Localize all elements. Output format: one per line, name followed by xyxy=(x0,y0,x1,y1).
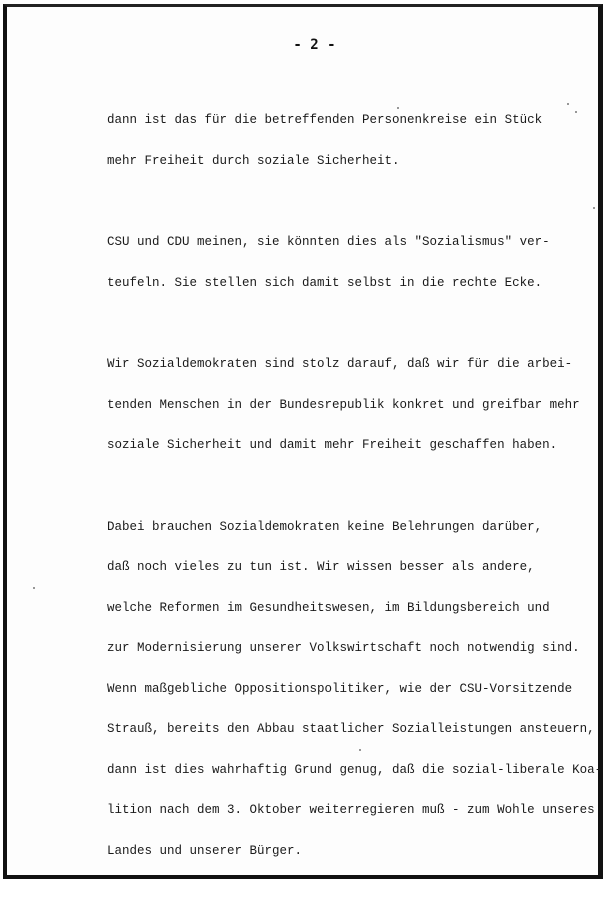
text-line: teufeln. Sie stellen sich damit selbst in die rechte Ecke. xyxy=(107,275,543,290)
text-line: dann ist das für die betreffenden Personenkreise ein Stück xyxy=(107,113,543,127)
paragraph-2 xyxy=(107,209,587,317)
text-line: tenden Menschen in der Bundesrepublik konkret und greifbar mehr xyxy=(107,397,580,412)
text-line: Strauß, bereits den Abbau staatlicher Sozialleistungen ansteuern, xyxy=(107,722,595,736)
paragraph-4 xyxy=(107,494,603,886)
scan-speck xyxy=(359,749,361,751)
text-line: soziale Sicherheit und damit mehr Freiheit geschaffen haben. xyxy=(107,438,558,452)
paragraph-3 xyxy=(107,331,587,480)
scan-speck xyxy=(397,107,399,109)
document-page xyxy=(3,4,603,879)
text-line: welche Reformen im Gesundheitswesen, im Bildungsbereich und xyxy=(107,600,550,615)
text-line: lition nach dem 3. Oktober weiterregieren muß - zum Wohle unseres xyxy=(107,803,595,817)
text-line: zur Modernisierung unserer Volkswirtschaft noch notwendig sind. xyxy=(107,641,580,655)
text-line: Wir Sozialdemokraten sind stolz darauf, daß wir für die arbei- xyxy=(107,357,573,371)
text-line: dann ist dies wahrhaftig Grund genug, daß die sozial-liberale Koa- xyxy=(107,762,603,777)
scan-speck xyxy=(33,587,35,589)
text-line: mehr Freiheit durch soziale Sicherheit. xyxy=(107,153,400,168)
document-body xyxy=(107,87,603,899)
paragraph-1 xyxy=(107,87,587,195)
text-line: daß noch vieles zu tun ist. Wir wissen besser als andere, xyxy=(107,560,535,574)
page-number: - 2 - xyxy=(293,37,336,53)
text-line: CSU und CDU meinen, sie könnten dies als "Sozialismus" ver- xyxy=(107,235,550,249)
text-line: Landes und unserer Bürger. xyxy=(107,843,303,858)
scan-speck xyxy=(567,103,569,105)
scan-speck xyxy=(593,207,595,209)
text-line: Dabei brauchen Sozialdemokraten keine Belehrungen darüber, xyxy=(107,519,543,534)
text-line: Wenn maßgebliche Oppositionspolitiker, wie der CSU-Vorsitzende xyxy=(107,681,573,696)
scan-speck xyxy=(575,111,577,113)
